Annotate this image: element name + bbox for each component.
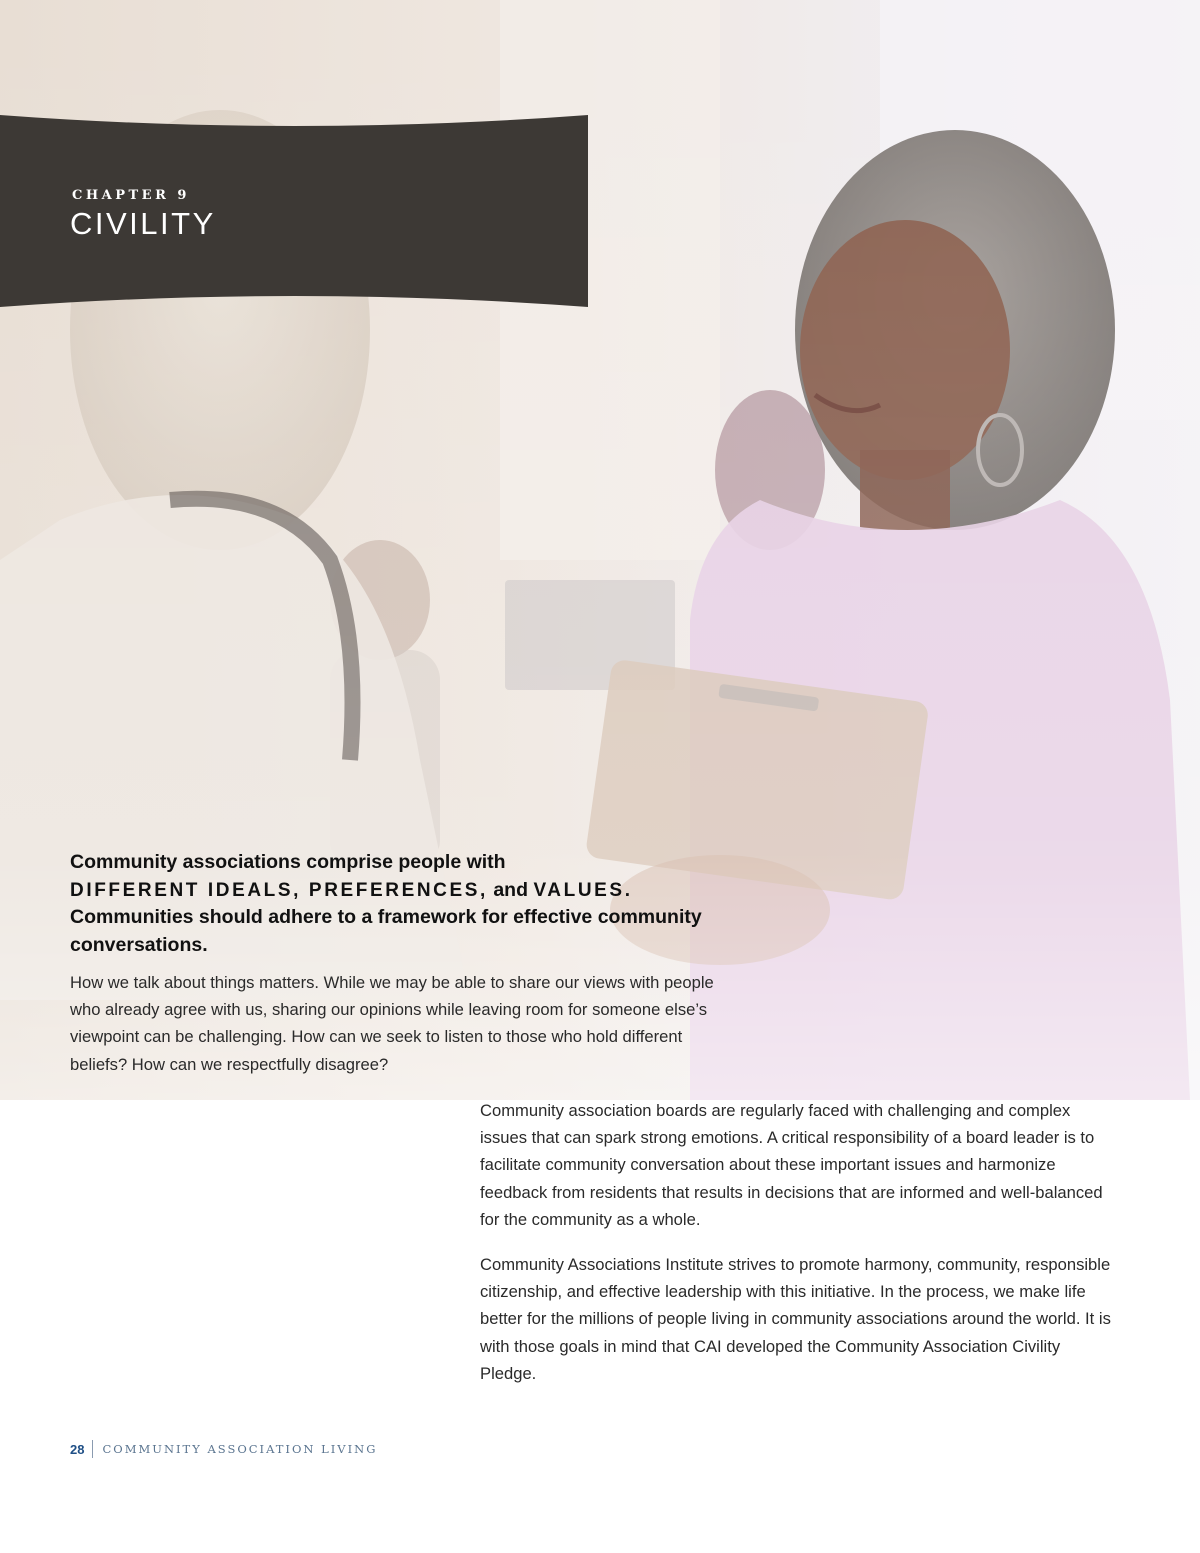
- lead-emphasis-2: VALUES.: [533, 879, 633, 901]
- body-column: [480, 1097, 1120, 1405]
- lead-and: and: [487, 878, 534, 901]
- body-paragraph-1: Community association boards are regularly faced with challenging and complex issues that can spark strong emotions. A critical responsibility of a board leader is to facilitate community conversation about these important issues and harmonize feedback from residents that results in decisions that are informed and well-balanced for the community as a whole.: [480, 1101, 1103, 1229]
- lead-statement: [70, 849, 730, 959]
- publication-name: COMMUNITY ASSOCIATION LIVING: [102, 1442, 378, 1456]
- page-number: 28: [70, 1441, 85, 1457]
- chapter-title: CIVILITY: [70, 206, 216, 241]
- chapter-number: CHAPTER 9: [72, 188, 190, 203]
- lead-part-1: Community associations comprise people with: [70, 851, 506, 873]
- lead-part-2: Communities should adhere to a framework for effective community conversations.: [70, 906, 702, 956]
- lead-emphasis: DIFFERENT IDEALS, PREFERENCES,: [70, 879, 488, 901]
- intro-section: [70, 849, 730, 1078]
- body-paragraph-2: Community Associations Institute strives to promote harmony, community, responsible citizenship, and effective leadership with this initiative. In the process, we make life better for the millions of people living in community associations around the world. It is with those goals in mind that CAI developed the Community Association Civility Pledge.: [480, 1255, 1111, 1383]
- intro-paragraph: How we talk about things matters. While we may be able to share our views with people who already agree with us, sharing our opinions while leaving room for someone else’s viewpoint can be challenging. How can we seek to listen to those who hold different beliefs? How can we respectfully disagree?: [70, 973, 714, 1074]
- page-footer: [70, 1440, 377, 1458]
- footer-divider: [92, 1440, 93, 1458]
